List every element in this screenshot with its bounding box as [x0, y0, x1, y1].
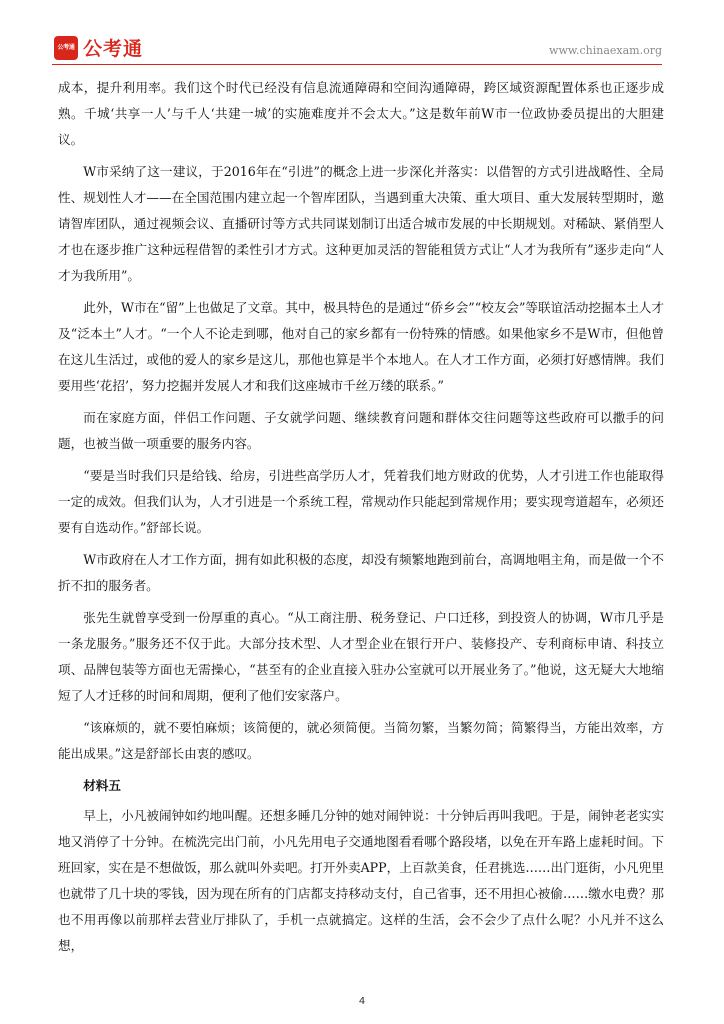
- paragraph: “该麻烦的，就不要怕麻烦；该简便的，就必须简便。当简勿繁，当繁勿简；简繁得当，方能出效率，方能出成果。”这是舒部长由衷的感叹。: [58, 720, 664, 761]
- paragraph: 成本，提升利用率。我们这个时代已经没有信息流通障碍和空间沟通障碍，跨区域资源配置体系也正逐步成熟。千城‘共享一人’与千人‘共建一城’的实施难度并不会太大。”这是数年前W市一位政协委员提出的大胆建议。: [58, 80, 664, 147]
- document-body: [58, 75, 664, 965]
- paragraph: 早上，小凡被闹钟如约地叫醒。还想多睡几分钟的她对闹钟说：十分钟后再叫我吧。于是，闹钟老老实实地又消停了十分钟。在梳洗完出门前，小凡先用电子交通地图看看哪个路段堵，以免在开车路上虚耗时间。下班回家，实在是不想做饭，那么就叫外卖吧。打开外卖APP，上百款美食，任君挑选……出门逛街，小凡兜里也就带了几十块的零钱，因为现在所有的门店都支持移动支付，自己省事，还不用担心被偷……缴水电费？那也不用再像以前那样去营业厅排队了，手机一点就搞定。这样的生活，会不会少了点什么呢？小凡并不这么想，: [58, 808, 664, 953]
- paragraph: 此外，W市在“留”上也做足了文章。其中，极具特色的是通过“侨乡会”“校友会”等联谊活动挖掘本土人才及“泛本土”人才。“一个人不论走到哪，他对自己的家乡都有一份特殊的情感。如果他家乡不是W市，但他曾在这儿生活过，或他的爱人的家乡是这儿，那他也算是半个本地人。在人才工作方面，必须打好感情牌。我们要用些‘花招’，努力挖掘并发展人才和我们这座城市千丝万缕的联系。”: [58, 300, 664, 393]
- site-url: www.chinaexam.org: [549, 44, 662, 57]
- paragraph: W市政府在人才工作方面，拥有如此积极的态度，却没有频繁地跑到前台，高调地唱主角，而是做一个不折不扣的服务者。: [58, 552, 664, 593]
- paragraph: 而在家庭方面，伴侣工作问题、子女就学问题、继续教育问题和群体交往问题等这些政府可以撒手的问题，也被当做一项重要的服务内容。: [58, 410, 664, 451]
- paragraph: 张先生就曾享受到一份厚重的真心。“从工商注册、税务登记、户口迁移，到投资人的协调，W市几乎是一条龙服务。”服务还不仅于此。大部分技术型、人才型企业在银行开户、装修投产、专利商标申请、科技立项、品牌包装等方面也无需操心，“甚至有的企业直接入驻办公室就可以开展业务了。”他说，这无疑大大地缩短了人才迁移的时间和周期，便利了他们安家落户。: [58, 610, 664, 703]
- page-number: 4: [358, 996, 366, 1007]
- logo-icon: 公考通: [54, 36, 78, 60]
- logo-text: 公考通: [83, 38, 144, 60]
- page-header: [52, 36, 662, 62]
- paragraph: “要是当时我们只是给钱、给房，引进些高学历人才，凭着我们地方财政的优势，人才引进工作也能取得一定的成效。但我们认为，人才引进是一个系统工程，常规动作只能起到常规作用；要实现弯道超车，必须还要有自选动作。”舒部长说。: [58, 468, 664, 535]
- paragraph: W市采纳了这一建议，于2016年在“引进”的概念上进一步深化并落实：以借智的方式引进战略性、全局性、规划性人才——在全国范围内建立起一个智库团队，当遇到重大决策、重大项目、重大发展转型期时，邀请智库团队，通过视频会议、直播研讨等方式共同谋划制订出适合城市发展的中长期规划。对稀缺、紧俏型人才也在逐步推广这种远程借智的柔性引才方式。这种更加灵活的智能租赁方式让“人才为我所有”逐步走向“人才为我所用”。: [58, 164, 664, 283]
- section-heading: 材料五: [83, 778, 121, 793]
- header-divider: [52, 64, 662, 65]
